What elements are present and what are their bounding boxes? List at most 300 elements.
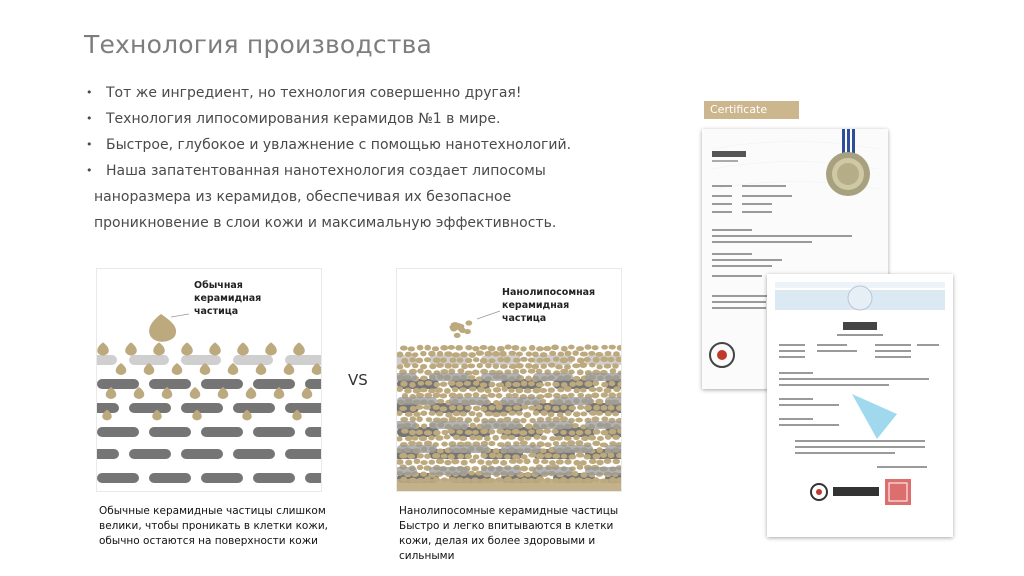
nano-particle [475,435,482,440]
nano-particle [557,387,564,392]
nano-particle [418,381,425,386]
nano-particle [516,352,523,357]
nano-particle [523,412,531,418]
nano-particle [512,345,520,351]
nano-particle [543,346,551,351]
nano-particle [536,358,543,363]
nano-particle [552,453,560,458]
nano-particle [585,429,592,435]
nano-particle [524,436,531,441]
nano-particle [561,346,568,352]
nano-particle [572,350,579,356]
nano-particle [455,345,463,351]
nano-particle [581,436,589,441]
nano-particle [464,381,471,386]
skin-cell [181,403,223,413]
nano-particle [477,387,485,393]
caption-line: Быстро и легко впитываются в клетки [399,520,614,532]
nano-particle [617,345,621,351]
nano-particle [580,352,588,357]
nano-particle [612,412,619,417]
nano-particle [459,436,467,441]
nano-particle [528,405,536,410]
nano-particle [424,430,432,435]
nano-particle [585,344,592,349]
nano-particle [472,346,479,351]
nano-particle [472,430,479,435]
nano-particle [515,363,523,369]
nano-particle [513,358,520,363]
nano-particle [409,382,415,388]
nano-particle [420,471,427,476]
nano-particle [536,404,543,409]
nano-particle [540,352,548,357]
nano-particle [420,460,427,465]
regular-caption [99,504,328,549]
nano-particle [596,365,602,370]
nano-particle [612,435,620,440]
nano-particle [553,357,560,362]
nano-particle [428,351,435,357]
nano-particle [472,370,480,376]
nano-particle [480,358,488,364]
skin-cell [253,427,295,437]
nano-particle [468,352,476,358]
nano-particle [613,386,620,392]
skin-cell [605,445,621,453]
nano-particle [476,412,483,418]
nano-particle [493,387,501,392]
nano-particle [437,448,444,453]
skin-cell [97,427,139,437]
large-ceramide-particle [149,314,176,342]
bullet-dot: • [86,164,93,177]
nano-particle [448,454,455,460]
nano-particle [399,453,407,459]
nano-particle [444,460,451,466]
nano-particle [405,412,413,417]
nano-particle [576,430,583,435]
nano-particle [429,411,436,416]
nano-particle [609,345,616,350]
nano-particle [613,351,620,357]
nano-particle-cluster [458,324,465,329]
label-line: керамидная [194,293,262,304]
bullet-continuation: наноразмера из керамидов, обеспечивая их безопасное [94,189,512,205]
nano-particle [560,430,567,435]
nano-particle [493,363,499,369]
nano-particle [584,405,592,411]
nano-particle [461,460,468,466]
nano-particle [608,405,615,411]
nano-particle [435,435,443,441]
nano-particle [405,352,412,357]
nano-particle [504,429,512,434]
nano-particle [460,411,467,416]
nano-particle [539,388,547,393]
skin-cell [585,467,621,475]
nano-particle [428,460,435,465]
skin-cell [533,467,573,475]
nano-particle [528,358,536,363]
nano-particle [404,388,412,394]
nano-particle [485,388,492,394]
nano-particle [528,369,536,374]
nano-particle [442,430,449,435]
nano-particle [417,453,424,458]
nano-particle [452,363,459,368]
nano-particle [551,429,558,434]
label-line: Нанолипосомная [502,287,596,298]
nano-particle [573,435,579,440]
nano-particle [417,345,424,351]
skin-cell [397,373,417,381]
nano-particle-cluster [454,333,461,338]
nano-particle [473,381,479,386]
nano-particle [560,357,568,363]
caption-line: кожи, делая их более здоровыми и [399,535,596,547]
nano-particle [592,441,600,446]
nano-particle [536,346,544,351]
ceramide-particle [97,342,109,355]
nano-particle [468,471,475,476]
nano-particle [544,405,551,411]
nano-particle [552,382,559,387]
nano-particle [540,364,547,369]
nano-particle [560,405,567,410]
nano-particle [480,428,488,434]
nano-particle [456,381,464,386]
nano-particle [548,412,555,418]
nano-particle [574,388,581,393]
nano-particle [595,352,603,357]
bullet-item [86,80,606,106]
nano-particle [520,357,527,362]
nano-particle [407,454,415,459]
nano-particle [544,393,552,398]
nano-particle [529,345,536,351]
nano-particle [412,352,419,357]
nano-particle [608,452,615,458]
nano-particle [521,404,528,409]
nano-particle [397,364,403,369]
nano-particle [447,429,455,434]
bullet-text: Наша запатентованная нанотехнология создает липосомы [106,163,546,179]
nano-particle [495,404,502,410]
skin-cell [585,373,621,381]
nano-particle [397,459,404,465]
nano-particle [584,381,592,387]
ceramide-particle [181,342,193,355]
nano-particle [512,454,520,459]
nano-particle [577,465,584,470]
skin-cell [149,473,191,483]
nano-particle [512,429,520,435]
bullet-text: Технология липосомирования керамидов №1 в мире. [106,111,501,127]
nano-particle [610,368,617,374]
bullet-list [86,80,606,236]
certificate-tag: Certificate [704,101,799,119]
nano-particle [496,393,503,398]
skin-cell [233,403,275,413]
nano-particle [508,411,516,416]
nano-particle [440,382,447,387]
nano-particle [525,363,532,369]
nano-particle [416,416,423,422]
nano-particle [564,459,571,465]
nano-particle [401,429,409,434]
skin-cell [481,467,521,475]
nano-particle [471,466,479,471]
nano-particle [488,429,495,434]
nano-particle [520,466,528,472]
nano-particle [528,453,536,458]
nano-particle [583,357,591,362]
nano-particle [589,363,595,368]
nano-particle [523,458,530,464]
nano-particle [415,405,423,410]
nano-particle [520,440,528,445]
nano-particle [461,364,468,370]
nano-particle [528,429,535,434]
nano-particle [604,458,612,464]
nano-particle [526,351,532,356]
nano-particle [540,410,547,416]
vs-label: VS [348,371,368,389]
nano-particle [420,351,426,357]
nano-particle-label [502,286,595,325]
nano-particle [528,381,535,386]
nano-particle [488,441,495,446]
nano-particle [477,363,483,368]
nano-particle [520,418,526,423]
nano-particle [556,459,564,464]
nano-particle [533,410,540,416]
nano-particle [596,387,602,393]
nano-particle [417,368,424,373]
nano-particle [433,357,441,363]
nano-particle [436,458,444,464]
label-pointer [171,314,189,317]
skin-cell [553,445,593,453]
skin-cell [449,445,489,453]
skin-cell [253,473,295,483]
nano-particle [504,357,511,363]
ceramide-particle [172,363,183,375]
skin-cell [397,445,437,453]
skin-cell [501,445,541,453]
nano-particle [579,362,587,368]
nano-particle [605,411,612,416]
caption-line: Нанолипосомные керамидные частицы [399,505,619,517]
nano-particle [544,428,551,433]
nano-particle [536,453,544,459]
nano-particle [448,380,456,385]
nano-particle [497,346,505,352]
nano-particle [549,436,556,441]
nano-particle [521,381,528,387]
nano-particle [485,363,491,368]
ceramide-particle [153,342,165,355]
nano-particle [575,381,583,386]
nano-particle [419,388,427,393]
nano-particle [457,358,464,363]
nano-particle [469,423,476,429]
nano-particle [600,405,607,411]
nano-particle [473,417,480,423]
bullet-item [86,106,606,132]
nano-particle [548,387,555,392]
nano-particle [423,405,431,410]
nano-particle [589,459,597,465]
nano-particle [468,411,475,416]
nano-caption [399,504,618,564]
nano-particle [564,351,571,356]
ceramide-particle [293,342,305,355]
page-title: Технология производства [84,30,433,59]
nano-particle [536,429,544,435]
nano-particle [588,435,596,441]
certificate-document-image [767,274,953,537]
nano-particle [444,435,451,440]
nano-particle [524,472,531,477]
nano-particle [484,351,492,357]
regular-particle-label [194,279,261,318]
nano-particle [485,460,492,466]
nano-particle [567,356,575,362]
nano-particle [580,388,587,393]
nano-particle [424,453,431,458]
skin-cell [181,355,221,365]
nano-particle [416,430,423,435]
nano-particle [488,358,495,363]
nano-particle [412,435,419,440]
skin-cell [149,427,191,437]
nano-particle [508,388,515,393]
nano-particle [500,434,508,439]
nano-particle-band [397,479,621,491]
nano-particle [565,410,572,416]
nano-particle [583,454,590,459]
nano-particle [429,364,436,370]
nano-particle [460,351,468,357]
nano-particle [564,436,572,441]
nano-particle [505,381,512,387]
nano-particle [513,405,521,410]
nano-particle [600,452,607,457]
skin-cell [233,449,275,459]
caption-line: Обычные керамидные частицы слишком [99,505,326,517]
nano-particle [425,380,432,385]
nano-particle [488,393,496,398]
nano-particle [555,364,563,369]
nano-particle [493,448,500,453]
nano-particle [601,345,608,350]
nano-particle [519,430,527,435]
nano-particle [465,358,472,363]
nano-particle [408,346,415,351]
nano-particle [500,412,508,417]
skin-cell [97,355,117,365]
nano-particle [577,369,584,375]
nano-particle [492,351,500,357]
nano-particle [573,411,580,417]
nano-particle [544,382,551,387]
nano-particle [515,388,523,394]
nano-particle [469,459,476,464]
nano-particle [417,465,423,470]
nano-particle [576,346,584,351]
nano-particle [437,399,445,404]
nano-particle [414,458,421,464]
nano-particle [426,417,432,422]
nano-particle [480,406,487,412]
nano-particle [605,351,612,356]
nano-particle [597,436,604,441]
caption-line: велики, чтобы проникать в клетки кожи, [99,520,328,532]
nano-particle [575,418,583,423]
nano-particle [467,363,475,368]
nano-particle [555,436,563,441]
nano-particle [439,406,447,411]
nano-particle [428,388,436,393]
nano-particle [465,405,472,410]
nano-particle [499,351,506,357]
nano-particle [409,357,416,362]
nano-particle [496,428,504,434]
nano-particle [551,344,559,350]
nano-particle [525,423,533,429]
nano-particle [512,382,520,387]
nano-particle [543,358,550,363]
skin-cell [201,473,243,483]
nano-particle [600,356,608,362]
skin-cell [553,397,593,405]
nano-particle [588,351,595,356]
nano-particle [613,459,620,465]
nano-particle [436,411,444,416]
skin-cell [481,373,521,381]
nano-particle [497,357,504,362]
bullet-item [86,158,606,184]
ceramide-particle [116,363,127,375]
nano-particle [424,345,431,351]
nano-particle [596,447,603,453]
nano-particle [569,430,576,435]
nano-particle [488,381,495,387]
nano-particle [400,381,407,387]
nano-particle [448,345,455,350]
nano-particle [409,430,416,436]
label-line: частица [194,306,239,317]
nano-particle [548,363,555,368]
nano-particle [445,363,452,369]
nano-particle [449,405,456,410]
nano-particle [492,435,499,441]
nano-particle [473,357,480,362]
nano-particle [453,434,460,440]
nano-particle [564,386,572,392]
nano-particle [453,411,461,416]
nano-particle [449,358,456,363]
nano-particle [413,412,420,417]
nano-particle [405,436,412,441]
skin-cell [129,403,171,413]
skin-cell [429,373,469,381]
skin-cell [429,421,469,429]
nano-particle [440,345,448,351]
label-line: частица [502,313,547,324]
